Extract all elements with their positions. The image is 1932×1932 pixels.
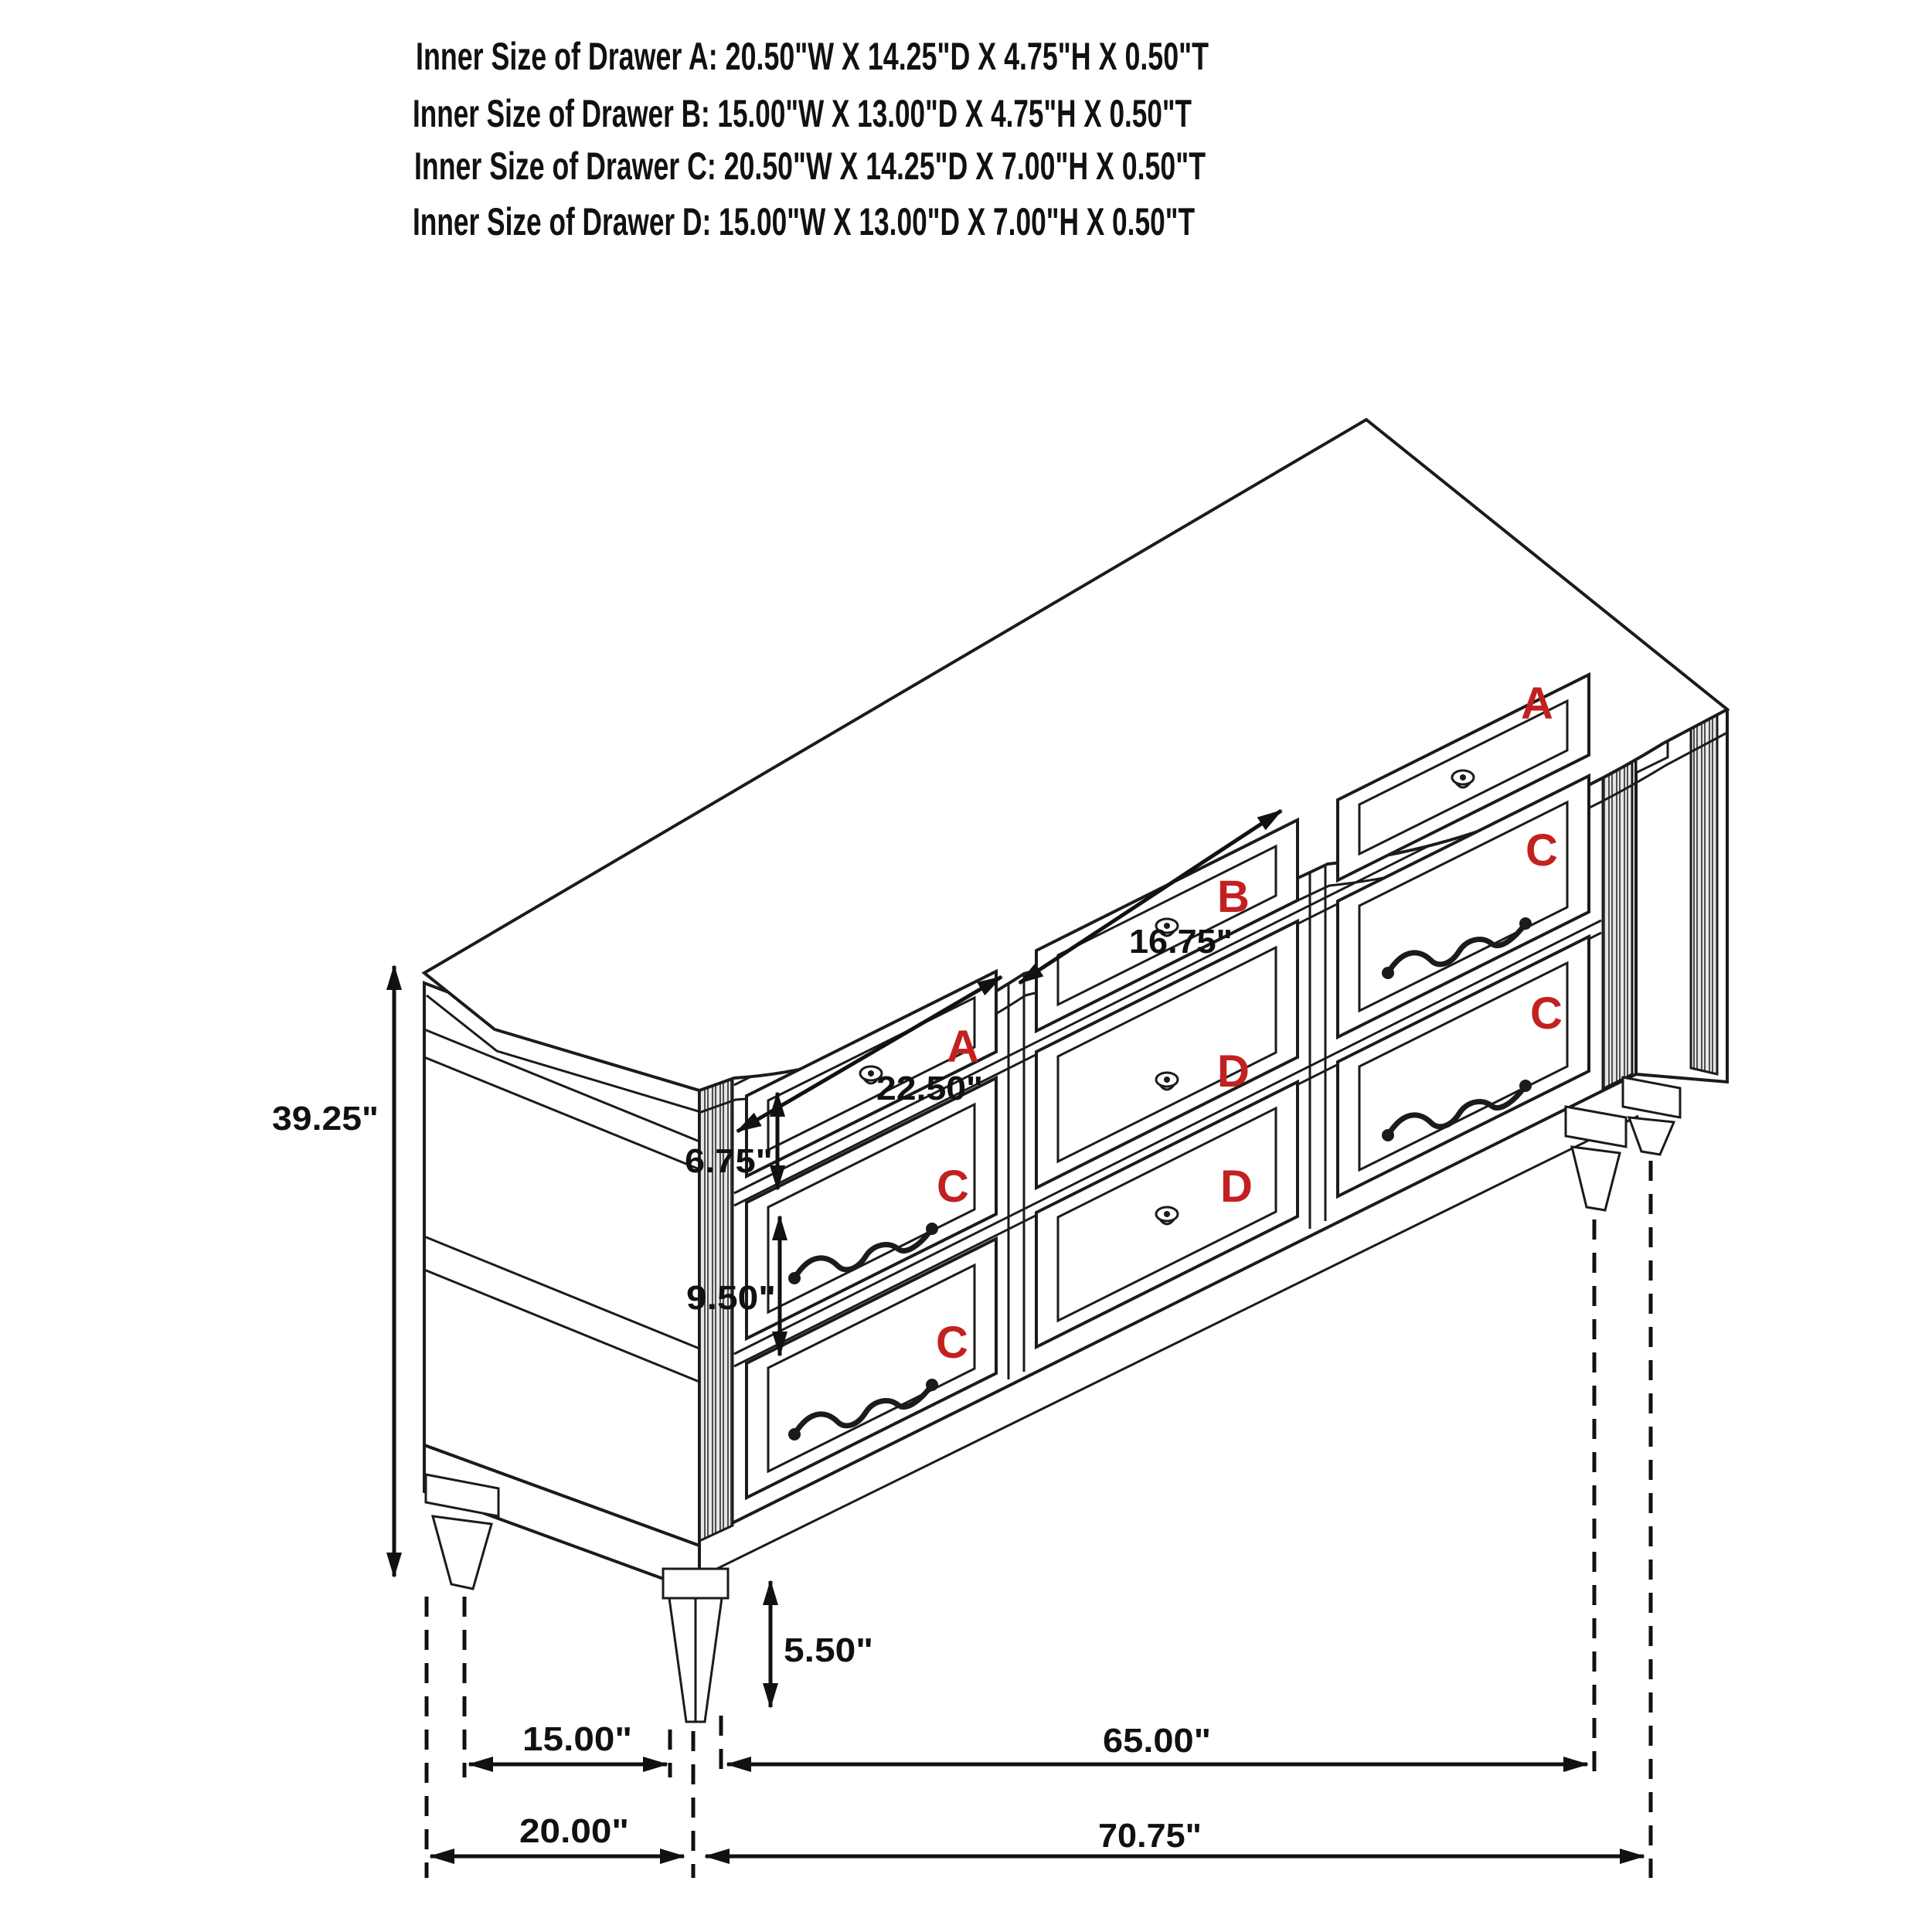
label-drawer-c-left-bottom: C <box>936 1318 968 1368</box>
dimension-overall-width <box>706 1817 1644 1856</box>
dimension-overall-height <box>272 966 394 1577</box>
dim-text-39-25: 39.25" <box>272 1100 379 1138</box>
fluted-post-right-back <box>1691 685 1717 1074</box>
label-drawer-d-lower: D <box>1220 1162 1253 1212</box>
dresser-drawing <box>424 420 1727 1722</box>
dim-text-65-00: 65.00" <box>1103 1722 1211 1760</box>
dim-text-9-50: 9.50" <box>686 1279 776 1317</box>
label-drawer-a-left: A <box>947 1022 979 1072</box>
dimension-overall-depth <box>430 1812 684 1856</box>
leg-back-right <box>1623 1077 1680 1155</box>
dim-text-20-00: 20.00" <box>519 1812 629 1850</box>
dim-text-70-75: 70.75" <box>1098 1817 1202 1855</box>
label-drawer-d-upper: D <box>1217 1046 1250 1097</box>
spec-line-drawer-c: Inner Size of Drawer C: 20.50"W X 14.25"D X 7.00"H X 0.50"T <box>414 145 1206 188</box>
leg-front-right <box>1566 1107 1626 1210</box>
dimension-front-leg-span <box>727 1722 1587 1764</box>
spec-line-drawer-a: Inner Size of Drawer A: 20.50"W X 14.25"D X 4.75"H X 0.50"T <box>416 35 1209 78</box>
dimension-leg-height <box>770 1581 873 1707</box>
label-drawer-b: B <box>1217 872 1250 922</box>
dimension-back-leg-offset <box>469 1720 667 1764</box>
spec-line-drawer-d: Inner Size of Drawer D: 15.00"W X 13.00"D X 7.00"H X 0.50"T <box>413 200 1195 243</box>
leg-back-left <box>426 1475 498 1589</box>
label-drawer-c-left-mid: C <box>937 1162 969 1212</box>
leg-front-left <box>663 1569 728 1722</box>
label-drawer-a-right: A <box>1521 679 1553 729</box>
dim-text-15-00: 15.00" <box>522 1720 632 1758</box>
spec-header <box>413 35 1209 243</box>
dim-text-6-75: 6.75" <box>685 1142 773 1180</box>
dim-text-16-75: 16.75" <box>1129 923 1233 961</box>
dim-text-22-50: 22.50" <box>876 1070 983 1107</box>
label-drawer-c-right-top: C <box>1526 825 1558 876</box>
dim-text-5-50: 5.50" <box>784 1631 873 1669</box>
label-drawer-c-right-mid: C <box>1530 988 1563 1039</box>
spec-line-drawer-b: Inner Size of Drawer B: 15.00"W X 13.00"D X 4.75"H X 0.50"T <box>413 92 1192 135</box>
